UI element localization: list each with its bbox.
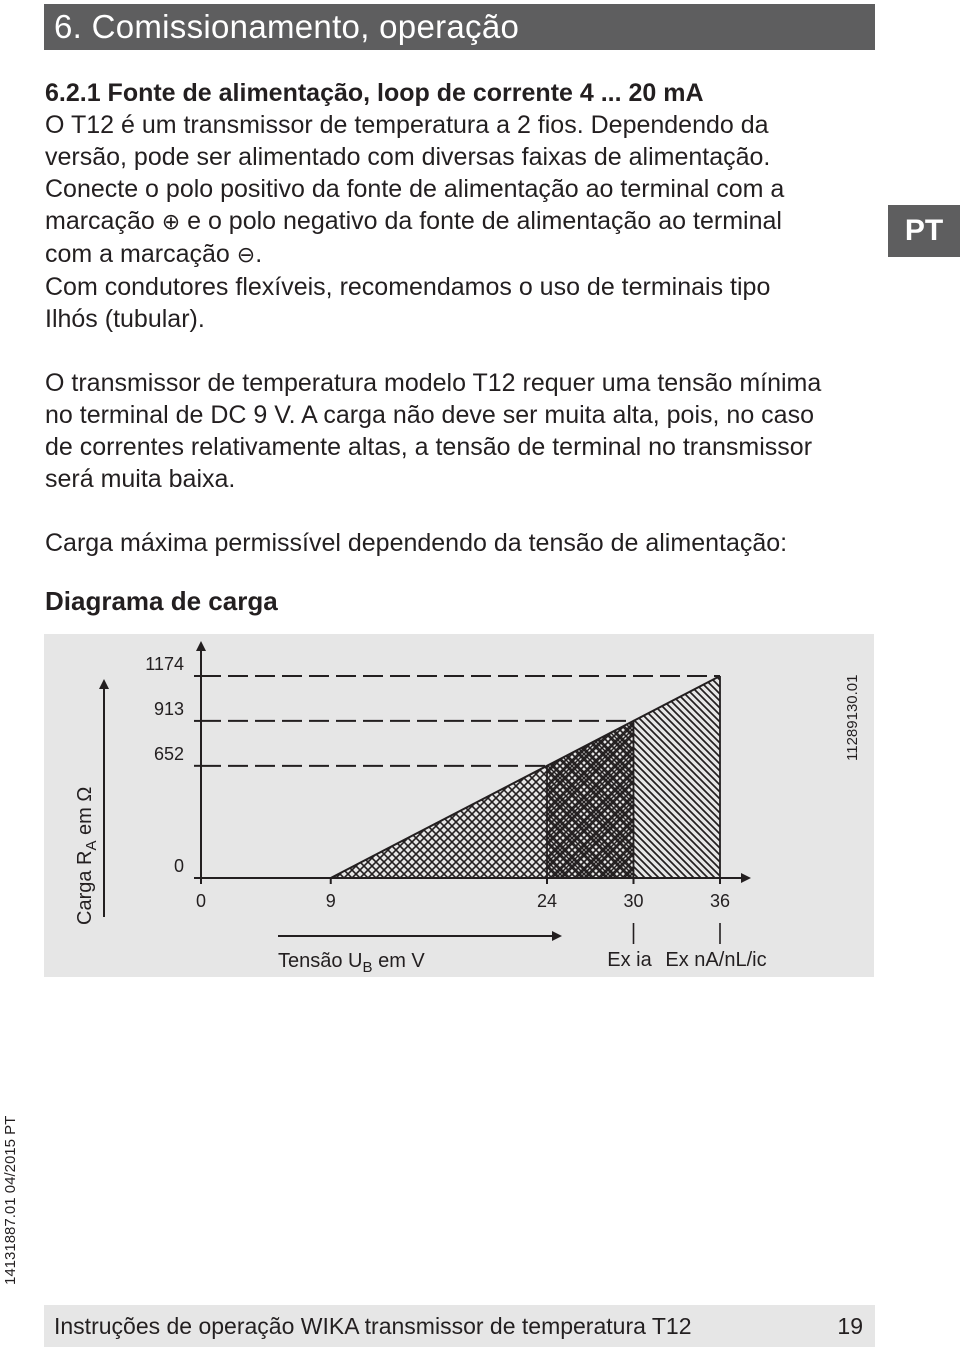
text-part: com a marcação	[45, 240, 237, 268]
plus-symbol: ⊕	[161, 209, 181, 234]
main-content	[45, 77, 875, 559]
x-tick-label: 30	[623, 891, 644, 911]
body-line: Conecte o polo positivo da fonte de alimentação ao terminal com a	[45, 175, 785, 203]
body-line: Com condutores flexíveis, recomendamos o uso de terminais tipo	[45, 273, 771, 301]
x-tick-label: 36	[709, 891, 731, 911]
language-tab: PT	[888, 205, 960, 257]
marker-label: Ex nA/nL/ic	[665, 949, 767, 971]
text-part: e o polo negativo da fonte de alimentação ao terminal	[180, 207, 782, 235]
page-header	[44, 4, 875, 50]
x-tick-label: 9	[325, 891, 336, 911]
x-tick-label: 0	[195, 891, 207, 911]
document-reference: 14131887.01 04/2015 PT	[2, 1115, 19, 1285]
body-line	[45, 238, 875, 271]
body-line: Carga máxima permissível dependendo da tensão de alimentação:	[45, 529, 788, 557]
body-line: versão, pode ser alimentado com diversas faixas de alimentação.	[45, 143, 771, 171]
page-footer	[44, 1305, 875, 1347]
y-axis-label: Carga $R_A$ em Ω	[74, 786, 100, 925]
minus-symbol: ⊖	[236, 242, 256, 267]
load-diagram-chart	[44, 634, 874, 977]
body-line	[45, 205, 875, 238]
text-part: marcação	[45, 207, 162, 235]
footer-text: Instruções de operação WIKA transmissor de temperatura T12	[54, 1313, 692, 1339]
body-line: de correntes relativamente altas, a tensão de terminal no transmissor	[45, 433, 813, 461]
diagram-heading: Diagrama de carga	[45, 586, 278, 616]
y-tick-label: 913	[153, 698, 184, 719]
body-line: O T12 é um transmissor de temperatura a 2 fios. Dependendo da	[45, 111, 769, 139]
diagram-region	[634, 676, 721, 878]
body-line: no terminal de DC 9 V. A carga não deve ser muita alta, pois, no caso	[45, 401, 814, 429]
page-number: 19	[837, 1313, 863, 1339]
figure-id: 11289130.01	[844, 674, 861, 761]
text-part: .	[255, 240, 263, 268]
load-diagram	[44, 634, 874, 977]
y-tick-label: 0	[173, 856, 184, 876]
body-line: será muita baixa.	[45, 465, 236, 493]
marker-label: Ex ia	[607, 949, 652, 971]
section-title: 6.2.1 Fonte de alimentação, loop de corrente 4 ... 20 mA	[45, 79, 704, 107]
y-tick-label: 1174	[145, 654, 184, 674]
x-tick-label: 24	[536, 891, 558, 911]
x-axis-label: Tensão $U_B$ em V	[278, 950, 425, 976]
body-line: O transmissor de temperatura modelo T12 requer uma tensão mínima	[45, 369, 822, 397]
body-line: Ilhós (tubular).	[45, 305, 205, 333]
header-title: 6. Comissionamento, operação	[54, 8, 520, 45]
y-tick-label: 652	[153, 743, 184, 764]
